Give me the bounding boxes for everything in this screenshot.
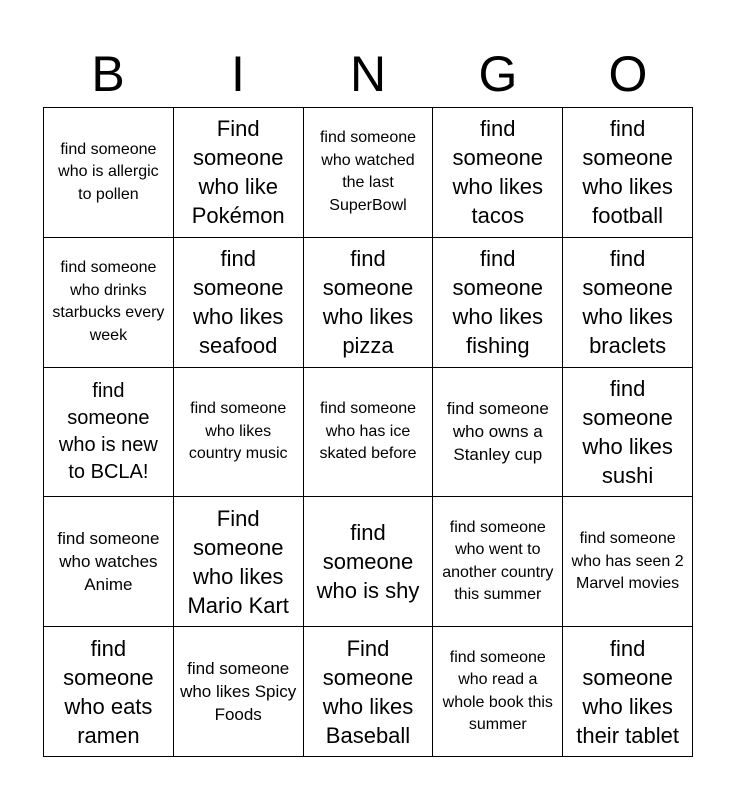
cell-text: find someone who has ice skated before [319, 400, 417, 463]
cell-text: find someone who likes Spicy Foods [180, 659, 297, 725]
cell-text: find someone who eats ramen [63, 635, 154, 748]
bingo-header [43, 40, 693, 108]
cell-text: find someone who has seen 2 Marvel movies [571, 530, 684, 593]
cell-text: find someone who is shy [316, 520, 420, 604]
cell-text: find someone who is new to BCLA! [58, 379, 158, 483]
cell-text: Find someone who likes Baseball [322, 635, 414, 748]
cell-text: find someone who likes seafood [192, 246, 284, 359]
header-letter-n: N [349, 46, 387, 102]
bingo-cell-r2-c2[interactable] [174, 238, 304, 368]
bingo-cell-r1-c2[interactable] [174, 108, 304, 238]
cell-text: find someone who likes football [582, 116, 673, 229]
cell-text: find someone who owns a Stanley cup [446, 399, 549, 465]
bingo-cell-r5-c2[interactable] [174, 627, 304, 757]
bingo-cell-r3-c1[interactable] [44, 368, 174, 498]
bingo-cell-r4-c3[interactable] [304, 497, 434, 627]
bingo-cell-r1-c1[interactable] [44, 108, 174, 238]
cell-text: find someone who likes tacos [452, 116, 544, 229]
bingo-cell-r4-c1[interactable] [44, 497, 174, 627]
bingo-cell-r2-c4[interactable] [433, 238, 563, 368]
header-letter-b: B [91, 46, 125, 102]
bingo-cell-r4-c5[interactable] [563, 497, 693, 627]
bingo-cell-r4-c4[interactable] [433, 497, 563, 627]
bingo-cell-r3-c3[interactable] [304, 368, 434, 498]
cell-text: Find someone who like Pokémon [191, 116, 285, 229]
header-letter-o: O [608, 46, 648, 102]
cell-text: find someone who watches Anime [57, 529, 160, 595]
cell-text: Find someone who likes Mario Kart [187, 505, 289, 618]
bingo-cell-r3-c5[interactable] [563, 368, 693, 498]
cell-text: find someone who is allergic to pollen [58, 140, 159, 203]
bingo-cell-r5-c5[interactable] [563, 627, 693, 757]
bingo-cell-r3-c4[interactable] [433, 368, 563, 498]
cell-text: find someone who read a whole book this summer [442, 648, 553, 734]
bingo-cell-r2-c5[interactable] [563, 238, 693, 368]
cell-text: find someone who likes country music [188, 400, 288, 463]
cell-text: find someone who drinks starbucks every week [52, 259, 165, 344]
cell-text: find someone who likes fishing [452, 246, 544, 359]
bingo-cell-r2-c1[interactable] [44, 238, 174, 368]
cell-text: find someone who likes pizza [322, 246, 414, 359]
bingo-cell-r1-c4[interactable] [433, 108, 563, 238]
bingo-cell-r5-c1[interactable] [44, 627, 174, 757]
bingo-grid [43, 107, 693, 757]
cell-text: find someone who likes their tablet [576, 635, 679, 748]
bingo-cell-r4-c2[interactable] [174, 497, 304, 627]
bingo-cell-r5-c4[interactable] [433, 627, 563, 757]
cell-text: find someone who likes braclets [582, 246, 673, 359]
bingo-cell-r5-c3[interactable] [304, 627, 434, 757]
header-letter-i: I [231, 46, 245, 102]
cell-text: find someone who went to another country this summer [442, 518, 554, 604]
bingo-cell-r2-c3[interactable] [304, 238, 434, 368]
cell-text: find someone who likes sushi [582, 375, 673, 488]
cell-text: find someone who watched the last SuperBowl [319, 129, 417, 214]
bingo-cell-r1-c3[interactable] [304, 108, 434, 238]
header-letter-g: G [478, 46, 518, 102]
bingo-cell-r1-c5[interactable] [563, 108, 693, 238]
bingo-cell-r3-c2[interactable] [174, 368, 304, 498]
